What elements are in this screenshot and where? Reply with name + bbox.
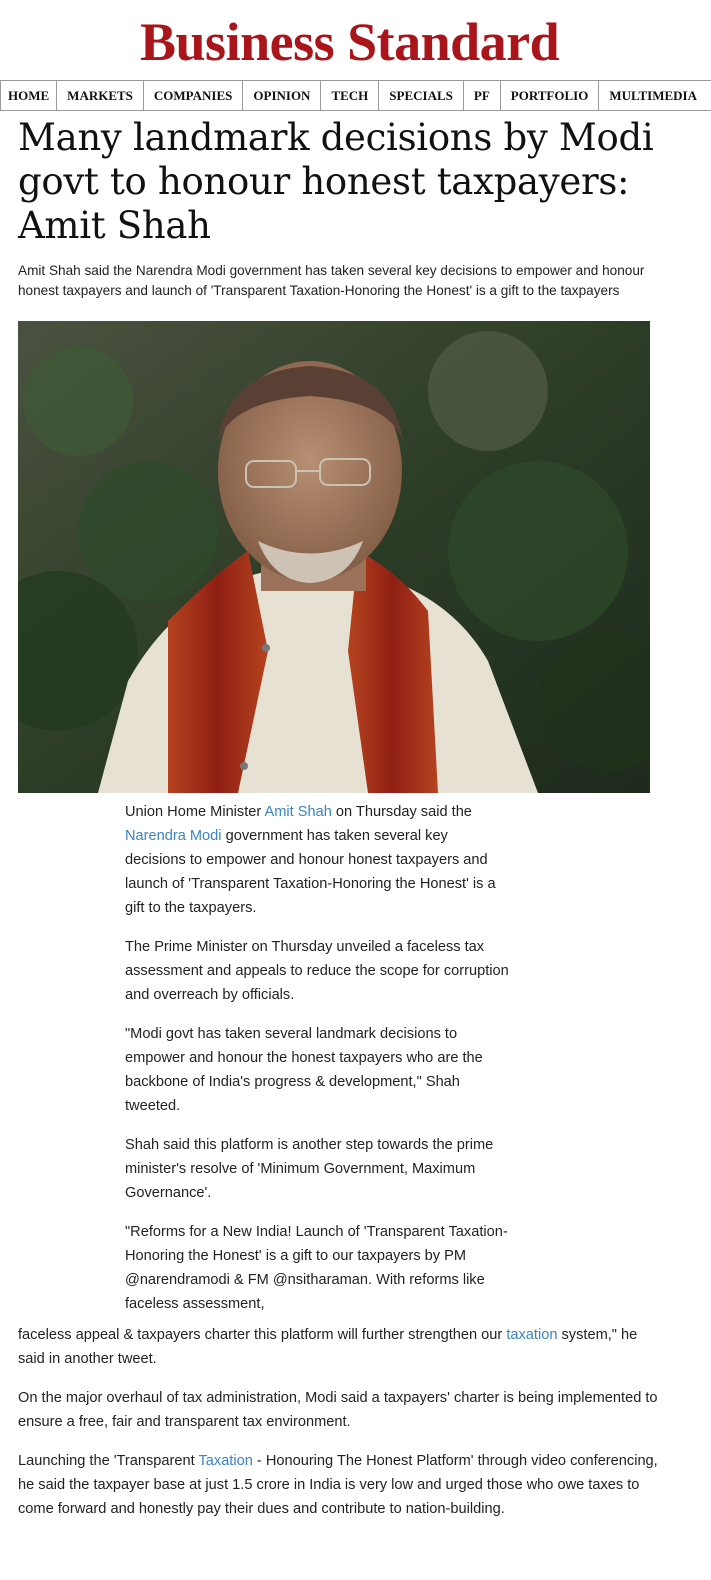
article-paragraph bbox=[125, 800, 510, 920]
text-run: faceless appeal & taxpayers charter this platform will further strengthen our bbox=[18, 1327, 507, 1343]
nav-companies[interactable]: COMPANIES bbox=[144, 81, 243, 110]
site-logo[interactable]: Business Standard bbox=[140, 12, 560, 72]
main-nav bbox=[0, 80, 711, 111]
nav-opinion[interactable]: OPINION bbox=[243, 81, 321, 110]
article-photo-image bbox=[18, 321, 650, 793]
nav-markets[interactable]: MARKETS bbox=[57, 81, 144, 110]
text-run: Union Home Minister bbox=[125, 804, 265, 820]
article-paragraph: "Reforms for a New India! Launch of 'Transparent Taxation-Honoring the Honest' is a gift to our taxpayers by PM @narendramodi & FM @nsitharaman. With reforms like faceless assessment, bbox=[125, 1224, 508, 1312]
text-run: Launching the 'Transparent bbox=[18, 1453, 199, 1469]
nav-specials[interactable]: SPECIALS bbox=[379, 81, 464, 110]
article-paragraph: Shah said this platform is another step towards the prime minister's resolve of 'Minimum Government, Maximum Governance'. bbox=[125, 1137, 494, 1201]
taxation-link[interactable]: taxation bbox=[506, 1327, 558, 1343]
taxation-link-2[interactable]: Taxation bbox=[198, 1453, 253, 1469]
nav-pf[interactable]: PF bbox=[464, 81, 501, 110]
amit-shah-link[interactable]: Amit Shah bbox=[264, 804, 332, 820]
masthead bbox=[0, 0, 711, 80]
article-body-wide bbox=[18, 1323, 658, 1536]
article-paragraph: The Prime Minister on Thursday unveiled a faceless tax assessment and appeals to reduce the scope for corruption and overreach by officials. bbox=[125, 939, 509, 1003]
text-run: on Thursday said the bbox=[331, 804, 472, 820]
article-summary: Amit Shah said the Narendra Modi government has taken several key decisions to empower and honour honest taxpayers and launch of 'Transparent Taxation-Honoring the Honest' is a gift to the taxpayers bbox=[18, 263, 645, 298]
text-run: system," he said in another tweet. bbox=[18, 1327, 638, 1367]
article-paragraph bbox=[18, 1449, 658, 1521]
article-paragraph: "Modi govt has taken several landmark decisions to empower and honour the honest taxpayers who are the backbone of India's progress & development," Shah tweeted. bbox=[125, 1026, 483, 1114]
text-run: government has taken several key decisions to empower and honour honest taxpayers and launch of 'Transparent Taxation-Honoring the Honest' is a gift to the taxpayers. bbox=[125, 828, 496, 916]
article-headline: Many landmark decisions by Modi govt to honour honest taxpayers: Amit Shah bbox=[18, 116, 654, 247]
article-body-narrow bbox=[125, 800, 510, 1331]
narendra-modi-link[interactable]: Narendra Modi bbox=[125, 828, 222, 844]
nav-multimedia[interactable]: MULTIMEDIA bbox=[609, 88, 697, 103]
nav-home[interactable]: HOME bbox=[0, 81, 57, 110]
article-paragraph: On the major overhaul of tax administration, Modi said a taxpayers' charter is being implemented to ensure a free, fair and transparent tax environment. bbox=[18, 1390, 658, 1430]
nav-tech[interactable]: TECH bbox=[321, 81, 379, 110]
article-photo bbox=[18, 321, 650, 793]
nav-portfolio[interactable]: PORTFOLIO bbox=[501, 81, 600, 110]
article-paragraph bbox=[18, 1323, 658, 1371]
text-run: - Honouring The Honest Platform' through video conferencing, he said the taxpayer base at just 1.5 crore in India is very low and urged those who owe taxes to come forward and honestly pay their dues and contribute to nation-building. bbox=[18, 1453, 658, 1517]
